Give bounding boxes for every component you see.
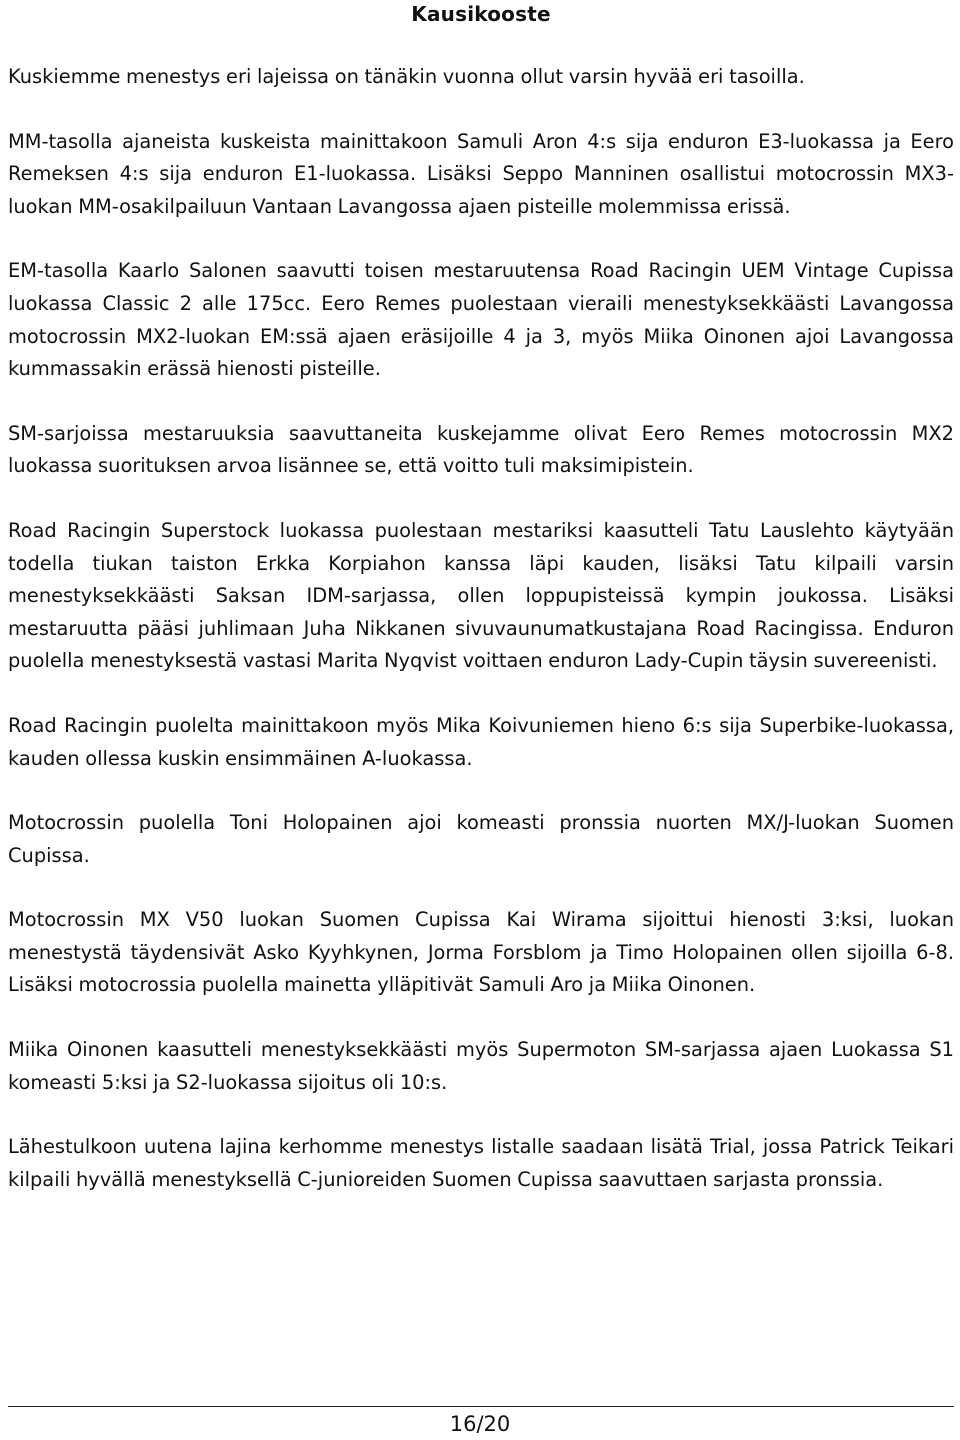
- paragraph-road-racing-superstock: Road Racingin Superstock luokassa puolestaan mestariksi kaasutteli Tatu Lauslehto käytyään todella tiukan taiston Erkka Korpiahon kanssa läpi kauden, lisäksi Tatu kilpaili varsin menestyksekkäästi Saksan IDM-sarjassa, ollen loppupisteissä kympin joukossa. Lisäksi mestaruutta pääsi juhlimaan Juha Nikkanen sivuvaunumatkustajana Road Racingissa. Enduron puolella menestyksestä vastasi Marita Nyqvist voittaen enduron Lady-Cupin täysin suvereenisti.: [8, 518, 954, 673]
- paragraph-intro: Kuskiemme menestys eri lajeissa on tänäkin vuonna ollut varsin hyvää eri tasoilla.: [8, 65, 805, 88]
- paragraph-motocross-juniors: Motocrossin puolella Toni Holopainen ajoi komeasti pronssia nuorten MX/J-luokan Suomen Cupissa.: [8, 811, 954, 867]
- paragraph-motocross-v50: Motocrossin MX V50 luokan Suomen Cupissa Kai Wirama sijoittui hienosti 3:ksi, luokan menestystä täydensivät Asko Kyyhkynen, Jorma Forsblom ja Timo Holopainen ollen sijoilla 6-8. Lisäksi motocrossia puolella mainetta ylläpitivät Samuli Aro ja Miika Oinonen.: [8, 908, 954, 997]
- page-number: 16/20: [449, 1412, 511, 1436]
- document-body: [8, 61, 954, 1196]
- paragraph-road-racing-superbike: Road Racingin puolelta mainittakoon myös Mika Koivuniemen hieno 6:s sija Superbike-luokassa, kauden ollessa kuskin ensimmäinen A-luokassa.: [8, 713, 954, 770]
- page-title: Kausikooste: [411, 2, 551, 26]
- paragraph-mm-level: MM-tasolla ajaneista kuskeista mainittakoon Samuli Aron 4:s sija enduron E3-luokassa ja Eero Remeksen 4:s sija enduron E1-luokassa. Lisäksi Seppo Manninen osallistui motocrossin MX3-luokan MM-osakilpailuun Vantaan Lavangossa ajaen pisteille molemmissa erissä.: [8, 129, 954, 218]
- paragraph-em-level: EM-tasolla Kaarlo Salonen saavutti toisen mestaruutensa Road Racingin UEM Vintage Cupissa luokassa Classic 2 alle 175cc. Eero Remes puolestaan vieraili menestyksekkäästi Lavangossa motocrossin MX2-luokan EM:ssä ajaen eräsijoille 4 ja 3, myös Miika Oinonen ajoi Lavangossa kummassakin erässä hienosti pisteille.: [8, 259, 954, 381]
- paragraph-supermoto: Miika Oinonen kaasutteli menestyksekkäästi myös Supermoton SM-sarjassa ajaen Luokassa S1 komeasti 5:ksi ja S2-luokassa sijoitus oli 10:s.: [8, 1038, 954, 1094]
- paragraph-trial: Lähestulkoon uutena lajina kerhomme menestys listalle saadaan lisätä Trial, jossa Patrick Teikari kilpaili hyvällä menestyksellä C-junioreiden Suomen Cupissa saavuttaen sarjasta pronssia.: [8, 1135, 954, 1191]
- footer-divider: [8, 1406, 954, 1407]
- paragraph-sm-series: SM-sarjoissa mestaruuksia saavuttaneita kuskejamme olivat Eero Remes motocrossin MX2 luokassa suorituksen arvoa lisännee se, että voitto tuli maksimipistein.: [8, 421, 954, 478]
